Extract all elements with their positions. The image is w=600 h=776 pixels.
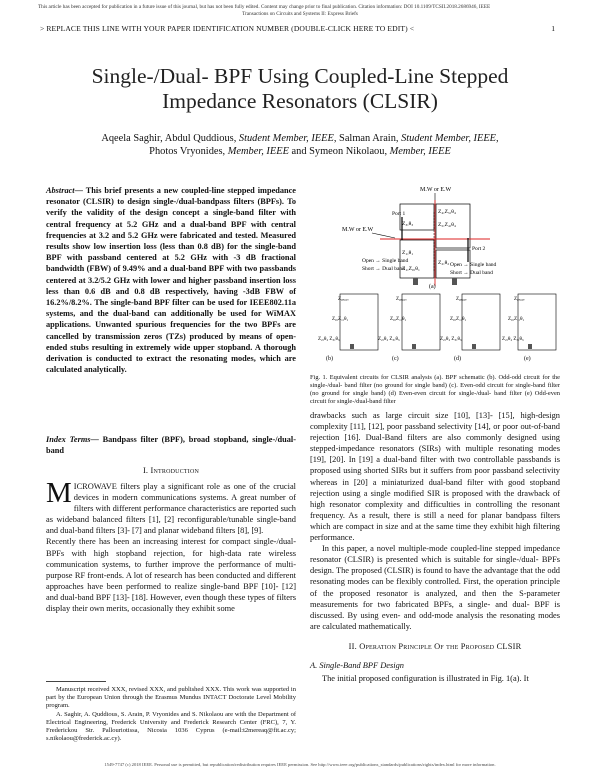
fig-label-short-left: Short → Dual band — [362, 266, 405, 272]
fig-label-d: (d) — [454, 356, 461, 362]
intro-paragraph-1 — [46, 477, 296, 536]
index-terms-body: — Bandpass filter (BPF), broad stopband, single-/dual-band — [46, 435, 296, 455]
intro-para1-text: filters play a significant role as one of the crucial devices in modern communications systems. A great number of filters with different performance characteristics are reported such as wideband balanced filters [1], [2] reconfigurable/tunable single-band and dual-band filters [3]- [7] and planar wideband filters [8], [9]. — [46, 482, 296, 536]
fig-label-b: (b) — [326, 356, 333, 362]
fig-label-z2: Z₂,θ₂ — [438, 260, 450, 266]
fig-label-open-left: Open → Single band — [362, 258, 409, 264]
section-1-heading — [46, 465, 296, 476]
section-1-body — [46, 477, 296, 614]
fig-sub-b-mid: Z₀,Z₁,θ₁ — [332, 317, 349, 322]
fig-label-z1: Z₁,θ₁ — [402, 250, 414, 256]
right-paragraph-1: drawbacks such as large circuit size [10], [13]- [15], high-design complexity [11], [12], poor passband selectivity [14], or poor out-of-band rejection [16]. Dual-Band filters are also commonly designed using stepped-impedance resonators (SIRs) with multiple resonating modes [19], [20]. In [19] a dual-band filter with two controllable passbands is proposed using shorted SIRs but it suffers from poor passband selectivity whereas in [20] a miniaturized dual-band filter with good stopband rejection using a single modified SIR is proposed with the drawback of high resonator complexity and difficulties in controlling the resonant frequency. As a result, there is still a need for planar bandpass filters which are compact in size and at the same time they exhibit high filtering performance. — [310, 411, 560, 543]
fig-sub-e-mid: Z₀,Z₁,θ₁ — [508, 317, 525, 322]
drop-cap: M — [46, 477, 72, 509]
journal-notice — [38, 4, 562, 17]
footnote-rule — [46, 681, 106, 682]
subsection-a-label: A. — [310, 660, 318, 670]
page-number: 1 — [551, 24, 555, 33]
fig-sub-d-top: Z₀ₑ,₀ₑ — [456, 297, 467, 302]
figure-1-caption: Fig. 1. Equivalent circuits for CLSIR analysis (a). BPF schematic (b). Odd-odd circuit for the single-/dual- band filter (no ground for single band) (c). Even-odd circuit for single-band filter (no ground for single band) (d) Even-even circuit for single-/dual- band filter (e) Odd-even circuit for single-/dual-band filter — [310, 374, 560, 406]
abstract-lead: Abstract — [46, 186, 75, 195]
section-1-title: Introduction — [150, 466, 200, 475]
fig-sub-e-bot: Z₂,θ₂ Z₃,θ₃ — [502, 337, 524, 342]
fig-label-z6: Z₁,Z₀,θ₁ — [402, 266, 420, 272]
running-header: > REPLACE THIS LINE WITH YOUR PAPER IDENTIFICATION NUMBER (DOUBLE-CLICK HERE TO EDIT) < — [40, 24, 415, 33]
section-2-title: Operation Principle Of the Proposed CLSIR — [359, 641, 522, 651]
index-terms-lead: Index Terms — [46, 435, 91, 444]
fig-label-a: (a) — [429, 284, 436, 290]
fig-label-mw-top: M.W or E.W — [420, 187, 452, 193]
abstract-body: — This brief presents a new coupled-line stepped impedance resonator (CLSIR) to design single-/dual-bandpass filters (BPFs). To verify the validity of the design concept a single-band filter with central frequency at 5.2 GHz and a dual-band BPF with central frequencies at 3.2 and 5.2 GHz were fabricated and tested. Measured results show low insertion loss (less than 0.8 dB) for the single-band BPF with passband centered at 5.2 GHz with -3 dB fractional bandwidth (FBW) of 9.49% and a dual-band BPF with two passbands centered at 3.2/5.2 GHz with lower and higher passband insertion loss less than 0.6 dB and 0.8 dB respectively, having -3dB FBW of 16.2%/8.2%. The single-band BPF filter can be used for IEEE802.11a systems, and the dual-band can additionally be used for WiMAX applications. Unwanted spurious frequencies for the two BPFs are cancelled by transmission zeros (TZs) produced by means of open-ended stubs resulting in extremely wide upper stopband. A thorough derivation is conducted to extract the resonating modes, which are calculated analytically. — [46, 186, 296, 375]
author-line-2 — [60, 145, 540, 158]
author-role-3: Member, IEEE — [227, 146, 289, 157]
fig-label-mw-left: M.W or E.W — [342, 227, 374, 233]
footnotes — [46, 686, 296, 743]
paper-title-line2: Impedance Resonators (CLSIR) — [162, 89, 438, 113]
subsection-a-heading — [310, 660, 560, 671]
fig-sub-e-top: Z₀ₑ,₀ₑ — [514, 297, 525, 302]
author-role-4: Member, IEEE — [389, 146, 451, 157]
author-names-3: Photos Vryonides, — [149, 146, 228, 157]
fig-label-open-right: Open → Single band — [450, 262, 497, 268]
figure-1 — [310, 182, 560, 372]
fig-sub-b-bot: Z₂,θ₂ Z₃,θ₃ — [318, 337, 340, 342]
fig-sub-c-top: Z₀ₑ,₀ₒ — [396, 297, 407, 302]
journal-notice-line1: This article has been accepted for publication in a future issue of this journal, but has not been fully edited. Content may change prior to final publication. Citation information: DOI 10.1109/TCSII.2018.2686946, IEEE — [38, 4, 491, 10]
right-column-body — [310, 410, 560, 684]
fig-label-z5: Z₅,Z₄,θ₄ — [438, 222, 456, 228]
right-paragraph-3: The initial proposed configuration is illustrated in Fig. 1(a). It — [322, 674, 529, 684]
intro-paragraph-2: Recently there has been an increasing interest for compact single-/dual- BPFs with high stopband rejection, for high-data rate wireless communication systems, to further improve the performance of multi-purpose RF front-ends. A lot of research has been conducted and different approaches have been performed to realize single-band BPF [10]- [12] and dual-band BPF [13]- [18]. However, even though these types of filters display their own merits, occasionally they exhibit some — [46, 537, 296, 614]
fig-label-z4: Z₄,Z₅,θ₄ — [438, 209, 456, 215]
abstract — [46, 185, 296, 375]
fig-sub-d-mid: Z₀,Z₁,θ₁ — [450, 317, 467, 322]
section-2-number: II. — [348, 641, 357, 651]
fig-stub-left — [413, 278, 418, 285]
fig-subcircuit-d — [440, 294, 500, 362]
copyright-notice: 1549-7747 (c) 2018 IEEE. Personal use is permitted, but republication/redistribution requires IEEE permission. See http://www.ieee.org/publications_standards/publications/rights/index.html for more information. — [104, 762, 496, 767]
author-role-1: Student Member, IEEE — [238, 133, 334, 144]
footnote-1: Manuscript received XXX, revised XXX, and published XXX. This work was supported in part by the European Union through the Erasmus Mundus INTACT Doctorate Level Mobility program. — [46, 686, 296, 710]
fig-label-c: (c) — [392, 356, 399, 362]
section-1-number: I. — [142, 466, 149, 475]
fig-label-port1: Port 1 — [392, 211, 406, 217]
author-names-2: , Salman Arain, — [333, 133, 402, 144]
author-names-1: Aqeela Saghir, Abdul Quddious, — [101, 133, 239, 144]
fig-stub-right — [452, 278, 457, 285]
paper-title-line1: Single-/Dual- BPF Using Coupled-Line Stepped — [91, 64, 509, 88]
author-names-4: and Symeon Nikolaou, — [288, 146, 390, 157]
fig-subcircuit-e — [502, 294, 556, 362]
author-line-1 — [60, 132, 540, 145]
author-role-2: Student Member, IEEE, — [401, 133, 499, 144]
section-2-heading — [310, 641, 560, 652]
author-list — [60, 132, 540, 158]
index-terms — [46, 434, 296, 456]
fig-label-short-right: Short → Dual band — [450, 270, 493, 276]
journal-notice-line2: Transactions on Circuits and Systems II: Express Briefs — [242, 10, 358, 17]
footnote-2: A. Saghir, A. Quddious, S. Arain, P. Vryonides and S. Nikolaou are with the Department of Electrical Engineering, Frederick University and Frederick Research Center (FRC), 7, Y. Frederickou Str. Pallouriotissa, Nicosia 1036 Cyprus (e-mail:t2mereaq@fit.ac.cy; s.nikolaou@frederick.ac.cy). — [46, 710, 296, 743]
subsection-a-title: Single-Band BPF Design — [319, 660, 404, 670]
fig-label-port2: Port 2 — [472, 246, 486, 252]
fig-sub-b-top: Z₀ₑ,₀ₒ — [338, 297, 349, 302]
fig-subcircuit-b — [318, 294, 378, 362]
fig-label-e: (e) — [524, 356, 531, 362]
fig-arrow-mw-left — [372, 233, 395, 238]
right-paragraph-2: In this paper, a novel multiple-mode coupled-line stepped impedance resonator (CLSIR) is presented which is suitable for single-/dual- BPFs design. The proposed (CLSIR) is found to have the advantage that the odd resonating modes can be flexibly controlled. First, the operation principle of the proposed resonator is analyzed, and then the S-parameter measurements for two fabricated BPFs, a single- and dual- BPF is discussed. By using even- and odd-mode analysis the resonating modes are calculated mathematically. — [310, 544, 560, 631]
fig-subcircuit-c — [378, 294, 440, 362]
intro-first-word: ICROWAVE — [73, 482, 117, 491]
fig-sub-c-bot: Z₂,θ₂ Z₃,θ₃ — [378, 337, 400, 342]
section-1-heading-wrap — [46, 465, 296, 476]
fig-sub-d-bot: Z₂,θ₂ Z₃,θ₃ — [440, 337, 462, 342]
fig-sub-c-mid: Z₀,Z₁,θ₁ — [390, 317, 407, 322]
paper-title — [40, 64, 560, 114]
fig-label-z3: Z₃,θ₃ — [402, 221, 414, 227]
